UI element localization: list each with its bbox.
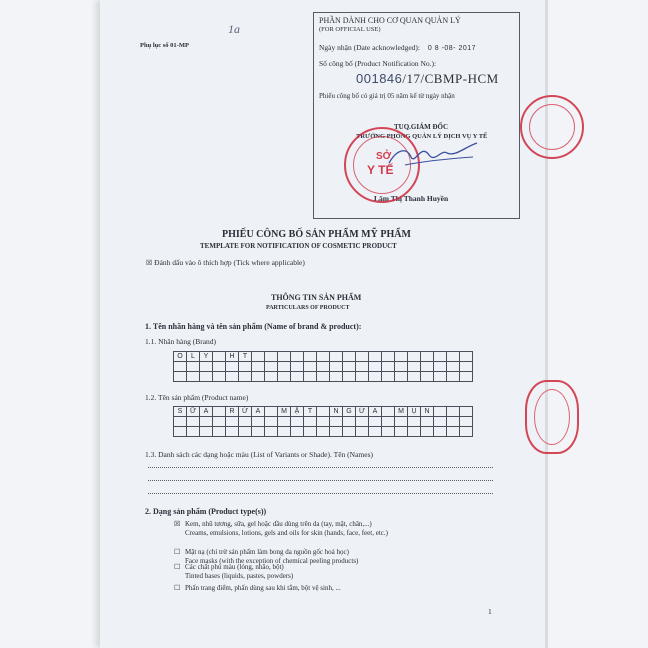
signer-name: Lâm Thị Thanh Huyền: [374, 194, 449, 203]
brand-cell: [395, 372, 408, 382]
brand-cell: [239, 362, 252, 372]
product-row: [174, 427, 473, 437]
brand-cell: [421, 352, 434, 362]
product-type-checkbox[interactable]: ☐: [174, 563, 181, 571]
brand-cell: Y: [200, 352, 213, 362]
brand-cell: [421, 372, 434, 382]
validity-note: Phiếu công bố có giá trị 05 năm kể từ ngày nhận: [319, 92, 455, 100]
product-type-checkbox[interactable]: ☐: [174, 548, 181, 556]
product-type-label-vi: Kem, nhũ tương, sữa, gel hoặc dầu dùng trên da (tay, mặt, chân,...): [185, 520, 372, 528]
page-number: 1: [488, 607, 492, 616]
product-row: [174, 417, 473, 427]
product-row: [174, 407, 473, 417]
product-cell: [369, 417, 382, 427]
office-title: TRƯỞNG PHÒNG QUẢN LÝ DỊCH VỤ Y TẾ: [356, 133, 488, 140]
notif-suffix: /17/CBMP-HCM: [402, 71, 499, 86]
brand-cell: [265, 362, 278, 372]
brand-cell: [174, 372, 187, 382]
question-1-3: 1.3. Danh sách các dạng hoặc màu (List of Variants or Shade). Tên (Names): [145, 450, 373, 459]
brand-cell: [200, 362, 213, 372]
brand-cell: [343, 372, 356, 382]
product-cell: [174, 427, 187, 437]
brand-cell: [356, 372, 369, 382]
partial-stamp-right-bottom: [525, 380, 579, 454]
product-cell: [265, 407, 278, 417]
director-title: TUQ.GIÁM ĐỐC: [394, 123, 449, 131]
product-type-checkbox[interactable]: ☒: [174, 520, 181, 528]
product-cell: [239, 417, 252, 427]
product-type-label-vi: Mặt nạ (chỉ trừ sản phẩm làm bong da nguồn gốc hoá học): [185, 548, 349, 556]
brand-cell: [304, 372, 317, 382]
product-cell: [278, 427, 291, 437]
date-value: 0 8 -08- 2017: [427, 45, 477, 52]
product-cell: G: [343, 407, 356, 417]
product-cell: Ữ: [187, 407, 200, 417]
product-cell: [330, 427, 343, 437]
question-1-2: 1.2. Tên sản phẩm (Product name): [145, 393, 249, 402]
brand-cell: [304, 352, 317, 362]
brand-cell: [434, 352, 447, 362]
product-cell: [447, 427, 460, 437]
tick-note: Đánh dấu vào ô thích hợp (Tick where applicable): [154, 258, 305, 267]
brand-row: [174, 362, 473, 372]
product-cell: [252, 427, 265, 437]
product-cell: [447, 417, 460, 427]
product-cell: [213, 427, 226, 437]
product-cell: [434, 427, 447, 437]
brand-cell: [265, 352, 278, 362]
product-type-checkbox[interactable]: ☐: [174, 584, 181, 592]
product-cell: [213, 417, 226, 427]
tick-note-row: [146, 258, 305, 267]
product-cell: [291, 427, 304, 437]
product-cell: N: [421, 407, 434, 417]
brand-cell: [239, 372, 252, 382]
brand-grid: [173, 351, 473, 382]
brand-cell: [369, 352, 382, 362]
product-cell: M: [395, 407, 408, 417]
product-cell: S: [174, 407, 187, 417]
product-cell: [343, 417, 356, 427]
brand-cell: [317, 352, 330, 362]
brand-cell: [226, 372, 239, 382]
product-cell: [265, 417, 278, 427]
product-cell: M: [278, 407, 291, 417]
brand-cell: [226, 362, 239, 372]
product-cell: [356, 417, 369, 427]
product-cell: [460, 407, 473, 417]
notif-number: 001846: [356, 71, 403, 86]
brand-cell: [395, 352, 408, 362]
question-2: 2. Dạng sản phẩm (Product type(s)): [145, 507, 267, 516]
brand-cell: [291, 352, 304, 362]
official-title: PHẦN DÀNH CHO CƠ QUAN QUẢN LÝ: [319, 16, 461, 25]
brand-cell: [304, 362, 317, 372]
brand-cell: [356, 362, 369, 372]
product-type-label-en: Tinted bases (liquids, pastes, powders): [185, 572, 294, 580]
product-cell: Ụ: [408, 407, 421, 417]
notification-number: [356, 71, 499, 87]
brand-cell: [213, 372, 226, 382]
stamp-line2: Y TẾ: [367, 163, 394, 177]
brand-cell: O: [174, 352, 187, 362]
product-type-label-vi: Các chất phủ màu (lỏng, nhão, bột): [185, 563, 284, 571]
product-cell: Ử: [239, 407, 252, 417]
brand-cell: [330, 362, 343, 372]
brand-cell: [421, 362, 434, 372]
brand-cell: [278, 352, 291, 362]
brand-cell: [369, 362, 382, 372]
brand-cell: [291, 372, 304, 382]
product-cell: [226, 427, 239, 437]
brand-cell: [408, 352, 421, 362]
brand-cell: [265, 372, 278, 382]
product-cell: A: [369, 407, 382, 417]
brand-cell: [434, 372, 447, 382]
product-cell: [239, 427, 252, 437]
brand-cell: [460, 352, 473, 362]
product-cell: [382, 407, 395, 417]
product-cell: [460, 417, 473, 427]
product-cell: [278, 417, 291, 427]
product-cell: N: [330, 407, 343, 417]
product-cell: [369, 427, 382, 437]
product-cell: [460, 427, 473, 437]
product-cell: Ặ: [291, 407, 304, 417]
brand-cell: [278, 372, 291, 382]
product-cell: R: [226, 407, 239, 417]
appendix-label: Phụ lục số 01-MP: [140, 42, 189, 49]
brand-cell: [408, 372, 421, 382]
checked-box-icon: ☒: [146, 259, 153, 267]
brand-cell: [408, 362, 421, 372]
product-cell: [395, 417, 408, 427]
brand-cell: [343, 352, 356, 362]
product-cell: [200, 417, 213, 427]
brand-cell: [187, 372, 200, 382]
product-type-label-en: Creams, emulsions, lotions, gels and oils for skin (hands, face, feet, etc.): [185, 529, 388, 537]
brand-cell: [317, 372, 330, 382]
brand-cell: [187, 362, 200, 372]
brand-cell: [291, 362, 304, 372]
product-cell: [291, 417, 304, 427]
product-cell: [382, 417, 395, 427]
form-title: PHIẾU CÔNG BỐ SẢN PHẨM MỸ PHẨM: [222, 229, 411, 240]
product-cell: [421, 417, 434, 427]
product-cell: [187, 417, 200, 427]
brand-cell: L: [187, 352, 200, 362]
form-title-en: TEMPLATE FOR NOTIFICATION OF COSMETIC PRODUCT: [200, 242, 397, 250]
date-label: Ngày nhận (Date acknowledged):: [319, 43, 421, 52]
product-cell: [434, 417, 447, 427]
brand-cell: [278, 362, 291, 372]
product-cell: [252, 417, 265, 427]
product-cell: [421, 427, 434, 437]
official-title-en: (FOR OFFICIAL USE): [319, 26, 381, 33]
brand-cell: [252, 372, 265, 382]
variants-line-3: [148, 493, 493, 494]
product-cell: [317, 427, 330, 437]
product-cell: [408, 417, 421, 427]
product-cell: A: [252, 407, 265, 417]
brand-cell: [213, 362, 226, 372]
notif-label: Số công bố (Product Notification No.):: [319, 59, 437, 68]
product-cell: [200, 427, 213, 437]
product-type-label-vi: Phấn trang điểm, phấn dùng sau khi tắm, bột vệ sinh, ...: [185, 584, 341, 592]
product-cell: [330, 417, 343, 427]
brand-cell: [317, 362, 330, 372]
stamp-line1: SỞ: [376, 151, 392, 162]
date-acknowledged-row: [319, 43, 476, 52]
variants-line-2: [148, 480, 493, 481]
product-cell: [304, 427, 317, 437]
product-cell: [213, 407, 226, 417]
product-cell: [304, 417, 317, 427]
question-1: 1. Tên nhãn hàng và tên sản phẩm (Name of brand & product):: [145, 322, 362, 331]
brand-cell: [447, 372, 460, 382]
brand-row: [174, 352, 473, 362]
brand-cell: [369, 372, 382, 382]
brand-cell: [252, 362, 265, 372]
product-cell: [408, 427, 421, 437]
brand-cell: H: [226, 352, 239, 362]
brand-cell: T: [239, 352, 252, 362]
product-name-grid: [173, 406, 473, 437]
product-cell: [226, 417, 239, 427]
brand-cell: [252, 352, 265, 362]
brand-cell: [200, 372, 213, 382]
question-1-1: 1.1. Nhãn hàng (Brand): [145, 337, 217, 346]
product-cell: [434, 407, 447, 417]
brand-cell: [343, 362, 356, 372]
brand-cell: [330, 372, 343, 382]
brand-cell: [382, 352, 395, 362]
official-use-box: [313, 12, 520, 219]
product-cell: [343, 427, 356, 437]
brand-cell: [213, 352, 226, 362]
product-cell: [382, 427, 395, 437]
brand-cell: [356, 352, 369, 362]
brand-row: [174, 372, 473, 382]
brand-cell: [395, 362, 408, 372]
brand-cell: [460, 362, 473, 372]
product-cell: [447, 407, 460, 417]
product-cell: [174, 417, 187, 427]
product-cell: T: [304, 407, 317, 417]
brand-cell: [382, 362, 395, 372]
product-cell: [317, 417, 330, 427]
brand-cell: [174, 362, 187, 372]
product-cell: Ừ: [356, 407, 369, 417]
product-cell: [395, 427, 408, 437]
product-type-label-en: Face masks (with the exception of chemical peeling products): [185, 557, 359, 565]
handwritten-note: 1a: [228, 22, 240, 36]
section-title: THÔNG TIN SẢN PHẨM: [271, 293, 362, 302]
brand-cell: [460, 372, 473, 382]
partial-stamp-right-top: [520, 95, 584, 159]
product-cell: A: [200, 407, 213, 417]
brand-cell: [434, 362, 447, 372]
brand-cell: [382, 372, 395, 382]
product-cell: [265, 427, 278, 437]
signature-mark: [385, 135, 480, 175]
product-cell: [356, 427, 369, 437]
brand-cell: [447, 352, 460, 362]
product-cell: [317, 407, 330, 417]
variants-line-1: [148, 467, 493, 468]
section-title-en: PARTICULARS OF PRODUCT: [266, 305, 350, 311]
brand-cell: [330, 352, 343, 362]
product-cell: [187, 427, 200, 437]
brand-cell: [447, 362, 460, 372]
